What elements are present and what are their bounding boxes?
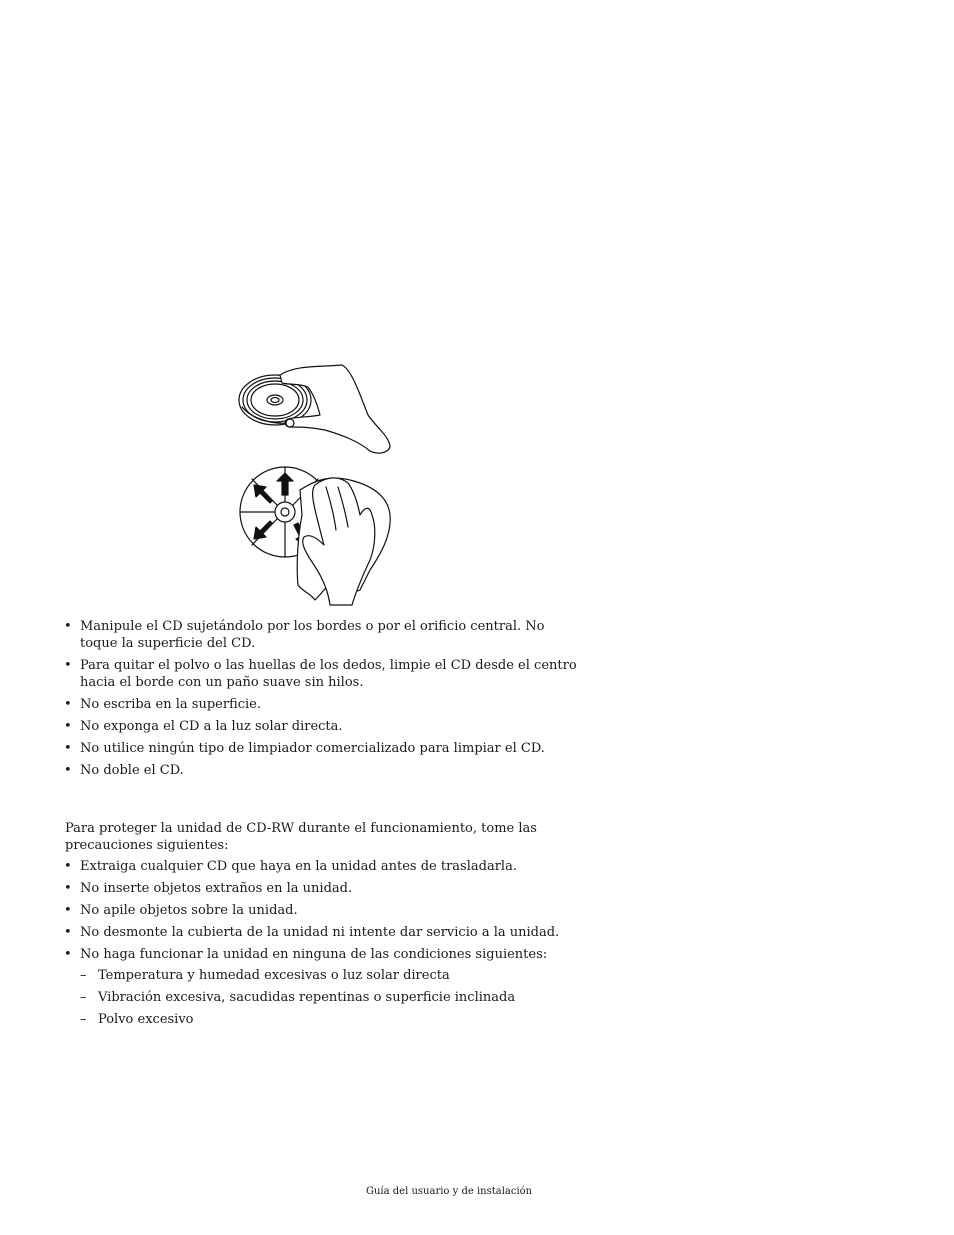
protect-intro-paragraph: Para proteger la unidad de CD-RW durante el funcionamiento, tome las precauciones siguientes: [65,821,537,853]
sublist-item-text: Polvo excesivo [98,1012,194,1027]
list-item [62,880,582,897]
sublist-item-text: Temperatura y humedad excesivas o luz solar directa [98,968,450,983]
bullet-glyph: • [64,947,72,962]
bullet-glyph: • [64,763,72,778]
sublist-item [80,989,582,1006]
dash-glyph: – [80,990,87,1005]
conditions-sublist [80,967,582,1028]
bullet-glyph: • [64,741,72,756]
bullet-glyph: • [64,925,72,940]
list-item-text: No doble el CD. [80,763,184,778]
page-footer: Guía del usuario y de instalación [366,1186,533,1197]
wiping-cd-drawing [240,467,390,605]
list-item-text: Para quitar el polvo o las huellas de los dedos, limpie el CD desde el centro hacia el borde con un paño suave sin hilos. [80,658,577,690]
bullet-glyph: • [64,658,72,673]
sublist-item [80,967,582,984]
list-item-text: No exponga el CD a la luz solar directa. [80,719,343,734]
bullet-glyph: • [64,859,72,874]
bullet-glyph: • [64,697,72,712]
list-item [62,902,582,919]
sublist-item [80,1011,582,1028]
bullet-glyph: • [64,619,72,634]
list-item [62,924,582,941]
hand-holding-cd-drawing [239,365,390,453]
list-item [62,696,582,713]
list-item-text: No inserte objetos extraños en la unidad. [80,881,353,896]
list-item [62,618,582,652]
list-item [62,657,582,691]
list-item-text: No apile objetos sobre la unidad. [80,903,298,918]
list-item-text: Manipule el CD sujetándolo por los bordes o por el orificio central. No toque la superficie del CD. [80,619,545,651]
list-item-text: No haga funcionar la unidad en ninguna de las condiciones siguientes: [80,947,548,962]
list-item [62,762,582,779]
list-item [62,858,582,875]
list-item-text: Extraiga cualquier CD que haya en la unidad antes de trasladarla. [80,859,517,874]
list-item-text: No desmonte la cubierta de la unidad ni intente dar servicio a la unidad. [80,925,560,940]
bullet-glyph: • [64,719,72,734]
list-item-text: No utilice ningún tipo de limpiador comercializado para limpiar el CD. [80,741,545,756]
bullet-glyph: • [64,903,72,918]
protect-drive-list [62,858,582,1033]
cd-handling-illustration [230,355,405,610]
bullet-glyph: • [64,881,72,896]
list-item-text: No escriba en la superficie. [80,697,262,712]
dash-glyph: – [80,968,87,983]
dash-glyph: – [80,1012,87,1027]
list-item [62,740,582,757]
sublist-item-text: Vibración excesiva, sacudidas repentinas o superficie inclinada [98,990,516,1005]
list-item [62,718,582,735]
list-item [62,946,582,1028]
cd-handling-list [62,618,582,784]
